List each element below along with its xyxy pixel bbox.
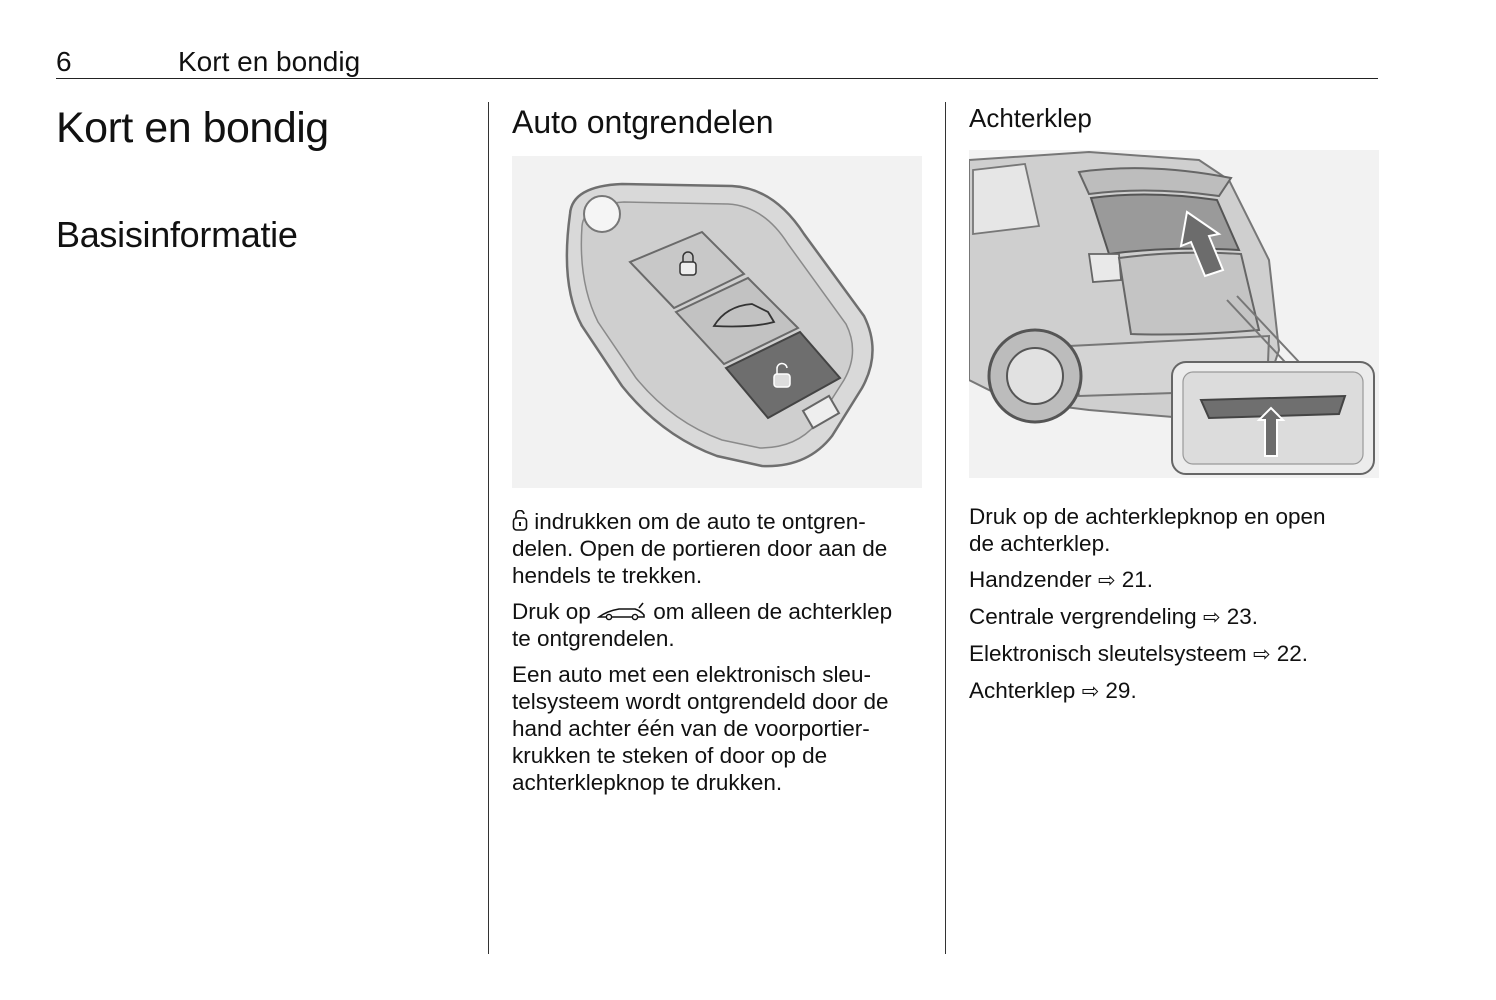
- reference-arrow-icon: ⇨: [1097, 569, 1116, 592]
- reference-page: 22.: [1270, 641, 1309, 666]
- keyless-line-1: Een auto met een elektronisch sleu-: [512, 662, 871, 687]
- reference-label: Elektronisch sleutelsysteem: [969, 641, 1253, 666]
- tailgate-text-pre: Druk op: [512, 599, 598, 624]
- unlock-text-line-2: delen. Open de portieren door aan de: [512, 536, 888, 561]
- keyless-line-4: krukken te steken of door op de: [512, 743, 828, 768]
- column-divider-1: [488, 102, 489, 954]
- reference-arrow-icon: ⇨: [1202, 606, 1221, 629]
- reference-arrow-icon: ⇨: [1081, 680, 1100, 703]
- tailgate-text-post: om alleen de achterklep: [647, 599, 893, 624]
- car-tailgate-icon: [597, 602, 647, 622]
- keyless-line-3: hand achter één van de voorportier-: [512, 716, 870, 741]
- open-tailgate-line-2: de achterklep.: [969, 531, 1111, 556]
- unlock-text: [512, 508, 932, 805]
- running-header-title: Kort en bondig: [178, 46, 361, 77]
- tailgate-text-line-2: te ontgrendelen.: [512, 626, 675, 651]
- unlock-text-line-3: hendels te trekken.: [512, 563, 703, 588]
- chapter-title: Kort en bondig: [56, 104, 329, 152]
- reference-arrow-icon: ⇨: [1252, 643, 1271, 666]
- unlock-icon: [512, 510, 528, 532]
- unlock-text-line-1: indrukken om de auto te ontgren-: [528, 509, 866, 534]
- paragraph-keyless: [512, 661, 932, 796]
- paragraph-tailgate-button: [512, 598, 932, 652]
- open-tailgate-line-1: Druk op de achterklepknop en open: [969, 504, 1326, 529]
- reference-tailgate[interactable]: [969, 677, 1379, 705]
- column-divider-2: [945, 102, 946, 954]
- unlock-section-title: Auto ontgrendelen: [512, 104, 774, 140]
- reference-page: 29.: [1099, 678, 1137, 703]
- reference-central-locking[interactable]: [969, 603, 1379, 631]
- tailgate-text: [969, 503, 1379, 714]
- reference-label: Handzender: [969, 567, 1098, 592]
- reference-electronic-key-system[interactable]: [969, 640, 1379, 668]
- reference-label: Achterklep: [969, 678, 1082, 703]
- section-title: Basisinformatie: [56, 214, 298, 255]
- reference-page: 23.: [1220, 604, 1259, 629]
- reference-page: 21.: [1115, 567, 1153, 592]
- page-number: 6: [56, 46, 72, 77]
- tailgate-illustration: [969, 150, 1379, 478]
- keyless-line-2: telsysteem wordt ontgrendeld door de: [512, 689, 889, 714]
- paragraph-unlock: [512, 508, 932, 589]
- key-fob-illustration: [512, 156, 922, 488]
- keyless-line-5: achterklepknop te drukken.: [512, 770, 783, 795]
- running-header: [56, 44, 1378, 79]
- reference-remote-control[interactable]: [969, 566, 1379, 594]
- reference-label: Centrale vergrendeling: [969, 604, 1203, 629]
- tailgate-section-title: Achterklep: [969, 103, 1092, 133]
- paragraph-open-tailgate: [969, 503, 1379, 557]
